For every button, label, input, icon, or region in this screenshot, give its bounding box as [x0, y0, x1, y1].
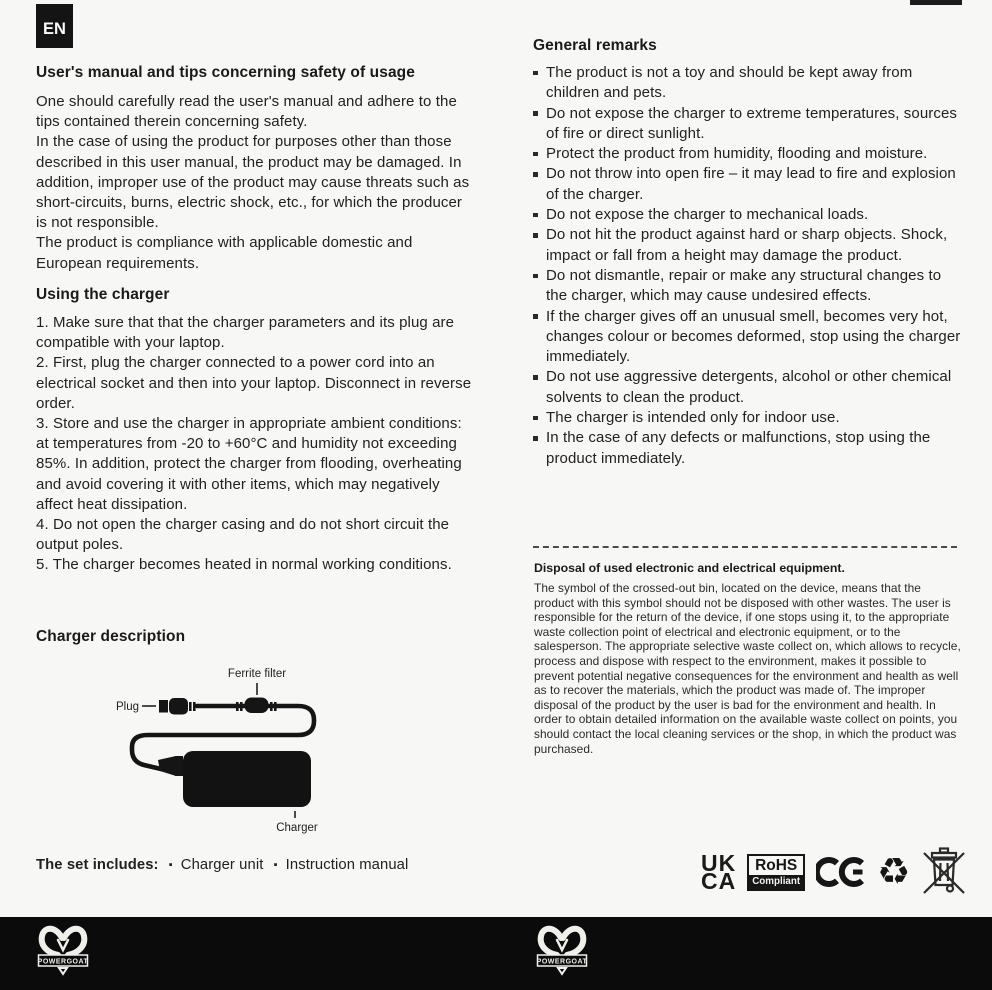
manual-paragraph: One should carefully read the user's manual and adhere to the tips contained therein concerning safety. — [36, 93, 457, 131]
scan-artifact — [910, 0, 962, 5]
powergoat-logo — [535, 921, 589, 977]
manual-paragraph: In the case of using the product for purposes other than those described in this user manual, the product may be damaged. In addition, improper use of the product may cause threats such as short-circuits, burns, electric shock, etc., for which the producer is not responsible. — [36, 133, 470, 232]
footer-bar — [0, 917, 992, 990]
weee-crossed-out-bin-icon — [921, 845, 967, 899]
language-badge — [36, 4, 73, 48]
charger-diagram — [98, 663, 348, 843]
general-remark: Protect the product from humidity, flooding and moisture. — [533, 144, 965, 164]
ukca-line1: UK — [701, 849, 737, 876]
general-remark: Do not expose the charger to extreme temperatures, sources of fire or direct sunlight. — [533, 104, 965, 145]
general-remark: Do not throw into open fire – it may lead to fire and explosion of the charger. — [533, 164, 965, 205]
rohs-label: RoHS — [755, 856, 798, 874]
rohs-compliant-label: Compliant — [749, 875, 803, 889]
set-includes-item: ▪ Charger unit — [169, 857, 264, 873]
using-charger-steps — [36, 313, 476, 576]
general-remark: The product is not a toy and should be kept away from children and pets. — [533, 63, 965, 104]
compliance-marks-row — [701, 845, 967, 899]
ce-mark — [816, 856, 866, 888]
charger-brick — [183, 751, 311, 807]
using-charger-title: Using the charger — [36, 286, 170, 303]
general-remark: Do not dismantle, repair or make any structural changes to the charger, which may cause undesired effects. — [533, 266, 965, 307]
language-badge-label: EN — [43, 19, 66, 38]
charger-label: Charger — [276, 822, 318, 834]
using-step: 2. First, plug the charger connected to a power cord into an electrical socket and then into your laptop. Disconnect in reverse order. — [36, 354, 472, 412]
disposal-body: The symbol of the crossed-out bin, located on the device, means that the product with this symbol should not be disposed with other wastes. The user is responsible for the return of the device, if one stops using it, to the appropriate waste collection point of electrical and electronic equipment, or to the salesperson. The appropriate selective waste collect on, which allows to recycle, process and dispose with respect to the environment, makes it possible to prevent potential negative consequences for the environment and health as well as to recover the materials, which the product was made of. The improper disposal of the product by the user is bad for the environment and health. In order to obtain detailed information on the available waste collect on points, you should contact the local cleaning services or the shop, in which the product was purchased. — [534, 581, 961, 756]
charger-description-title: Charger description — [36, 628, 186, 645]
general-remark: In the case of any defects or malfunctions, stop using the product immediately. — [533, 428, 965, 469]
dc-connector — [158, 756, 176, 776]
disposal-title: Disposal of used electronic and electrical equipment. — [534, 561, 845, 575]
recycling-icon: ♻ — [877, 850, 911, 893]
general-remarks-list — [533, 63, 965, 469]
using-step: 3. Store and use the charger in appropriate ambient conditions: at temperatures from -20 to +60°C and humidity not exceeding 85%. In addition, protect the charger from flooding, overheating and avoid covering it with other items, which may negatively affect heat dissipation. — [36, 415, 462, 513]
powergoat-logo-text: POWERGOAT — [536, 958, 588, 966]
powergoat-logo — [36, 921, 90, 977]
ferrite-filter — [245, 698, 269, 714]
general-remark: If the charger gives off an unusual smell, becomes very hot, changes colour or becomes deformed, stop using the charger immediately. — [533, 307, 965, 368]
manual-section-title: User's manual and tips concerning safety of usage — [36, 64, 415, 81]
general-remark: Do not use aggressive detergents, alcohol or other chemical solvents to clean the product. — [533, 367, 965, 408]
powergoat-logo-text: POWERGOAT — [37, 958, 89, 966]
dashed-divider — [533, 546, 957, 548]
general-remark: Do not hit the product against hard or sharp objects. Shock, impact or fall from a height may damage the product. — [533, 225, 965, 266]
ukca-line2: CA — [701, 868, 737, 894]
general-remark: The charger is intended only for indoor use. — [533, 408, 965, 428]
using-step: 4. Do not open the charger casing and do not short circuit the output poles. — [36, 516, 450, 554]
general-remark: Do not expose the charger to mechanical loads. — [533, 205, 965, 225]
rohs-mark — [747, 854, 805, 891]
ferrite-filter-label: Ferrite filter — [227, 668, 287, 680]
ukca-mark — [701, 849, 737, 894]
plug-tip — [159, 700, 168, 713]
set-includes-line — [36, 857, 486, 873]
using-step: 1. Make sure that that the charger parameters and its plug are compatible with your laptop. — [36, 314, 455, 352]
manual-paragraph: The product is compliance with applicable domestic and European requirements. — [36, 234, 413, 272]
set-includes-item: ▪ Instruction manual — [274, 857, 409, 873]
using-step: 5. The charger becomes heated in normal working conditions. — [36, 556, 452, 574]
plug-label: Plug — [116, 701, 140, 713]
plug-body — [169, 698, 188, 715]
set-includes-label: The set includes: — [36, 857, 159, 873]
general-remarks-title: General remarks — [533, 37, 657, 54]
manual-intro-paragraphs — [36, 92, 476, 274]
